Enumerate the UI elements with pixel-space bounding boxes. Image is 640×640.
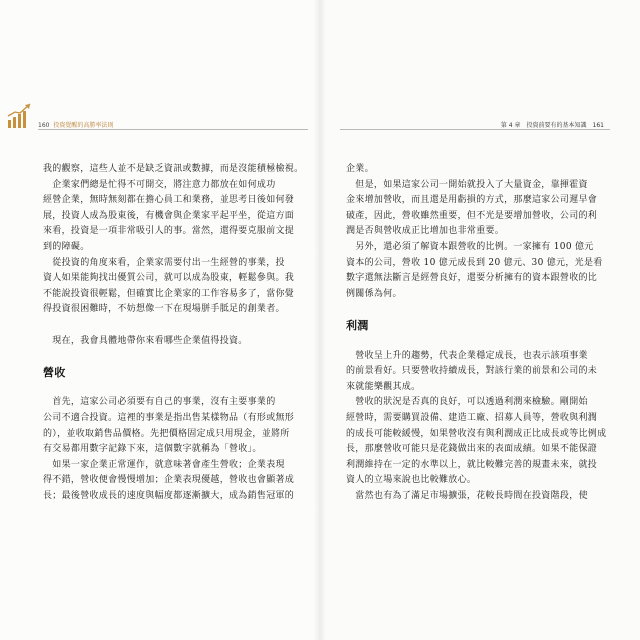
- paragraph-line: 企業家們總是忙得不可開交，將注意力都放在如何成功: [43, 179, 276, 190]
- paragraph-line: 有交易都用數字記錄下來，這個數字就稱為「營收」。: [43, 444, 262, 455]
- paragraph-line: 首先，這家公司必須要有自己的事業，沒有主要事業的: [43, 397, 276, 408]
- chapter-number: 第 4 章: [500, 122, 521, 129]
- paragraph-line: 如果一家企業正常運作，就意味著會產生營收；企業表現: [43, 459, 285, 470]
- paragraph-line: 公司不適合投資。這裡的事業是指出售某樣物品（有形或無形: [43, 412, 295, 423]
- header-rule-right: [340, 129, 610, 130]
- paragraph-line: 但是，如果這家公司一開始就投入了大量資金，靠揮霍資: [346, 179, 588, 190]
- paragraph-line: 的），並收取銷售品價格。先把價格固定成只用現金，並將所: [43, 428, 290, 439]
- paragraph-line: 潤是否與營收成正比增加也非常重要。: [346, 226, 505, 237]
- paragraph-line: 企業。: [346, 164, 374, 174]
- paragraph-line: 破產，因此，營收雖然重要，但不光是要增加營收，公司的利: [346, 210, 598, 221]
- section-heading-profit: 利潤: [346, 318, 369, 332]
- running-header-right: [501, 120, 604, 129]
- paragraph-line: 資人如果能夠找出優質公司，就可以成為股東，輕鬆參與。我: [43, 273, 295, 284]
- page-number-left: 160: [38, 122, 50, 129]
- paragraph-line: 資人的立場來說也比較難放心。: [346, 475, 477, 486]
- book-gutter: [314, 0, 326, 640]
- header-rule-left: [38, 129, 308, 130]
- paragraph-line: 現在，我會具體地帶你來看哪些企業值得投資。: [43, 335, 248, 346]
- paragraph-line: 金來增加營收，而且還是用虧損的方式，那麼這家公司遲早會: [346, 195, 598, 206]
- paragraph-line: 營收的狀況是否真的良好，可以透過利潤來檢驗。剛開始: [346, 397, 588, 408]
- paragraph-line: 經營時，需要購買設備、建造工廠、招募人員等，營收與利潤: [346, 412, 598, 423]
- paragraph-line: 數字還無法斷言是經營良好，還要分析擁有的資本跟營收的比: [346, 273, 598, 284]
- paragraph-line: 展，投資人成為股東後，有機會與企業家平起平坐，從這方面: [43, 210, 295, 221]
- paragraph-line: 到的障礙。: [43, 241, 90, 252]
- right-text-column: [346, 162, 608, 504]
- paragraph-line: 當然也有為了滿足市場擴張，花較長時間在投資階段，使: [346, 490, 588, 501]
- paragraph-line: 來就能樂觀其成。: [346, 381, 421, 392]
- chapter-title: 投資前要有的基本知識: [526, 122, 587, 129]
- paragraph-line: 得不錯，營收便會慢慢增加；企業表現優越，營收也會顯著成: [43, 475, 295, 486]
- paragraph-line: 營收呈上升的趨勢，代表企業穩定成長，也表示該項事業: [346, 350, 588, 361]
- running-header-left: [38, 120, 113, 129]
- paragraph-line: 經營企業，無時無刻都在擔心員工和業務，並思考日後如何發: [43, 195, 295, 206]
- paragraph-line: 我的觀察，這些人並不是缺乏資訊或數據，而是沒能積極檢視。: [43, 164, 304, 174]
- section-heading-revenue: 營收: [43, 365, 66, 379]
- paragraph-line: 的成長可能較緩慢，如果營收沒有與利潤成正比成長或等比例成: [346, 428, 607, 439]
- book-title: 投資覺醒的高勝率法則: [53, 122, 114, 129]
- rising-bars-arrow-icon: [6, 100, 34, 130]
- paragraph-line: 資本的公司，營收 10 億元成長到 20 億元、30 億元，光是看: [346, 257, 603, 268]
- paragraph-line: 來看，投資是一項非常吸引人的事。當然，還得要克服前文提: [43, 226, 295, 237]
- left-text-column: [43, 162, 307, 504]
- paragraph-line: 另外，還必須了解資本跟營收的比例。一家擁有 100 億元: [346, 241, 594, 252]
- paragraph-line: 利潤維持在一定的水準以上，就比較難完善的規畫未來，就投: [346, 459, 598, 470]
- paragraph-line: 得投資很困難時，不妨想像一下在現場胼手胝足的創業者。: [43, 304, 285, 315]
- paragraph-line: 從投資的角度來看，企業家需要付出一生經營的事業，投: [43, 257, 285, 268]
- paragraph-line: 長；最後營收成長的速度與幅度都逐漸擴大，成為銷售冠軍的: [43, 490, 295, 501]
- paragraph-line: 例關係為何。: [346, 288, 402, 299]
- page-number-right: 161: [592, 122, 604, 129]
- paragraph-line: 的前景看好。只要營收持續成長，對該行業的前景和公司的未: [346, 366, 598, 377]
- paragraph-line: 長，那麼營收可能只是花錢做出來的表面成績。如果不能保證: [346, 444, 598, 455]
- paragraph-line: 不能說投資很輕鬆，但確實比企業家的工作容易多了，當你覺: [43, 288, 295, 299]
